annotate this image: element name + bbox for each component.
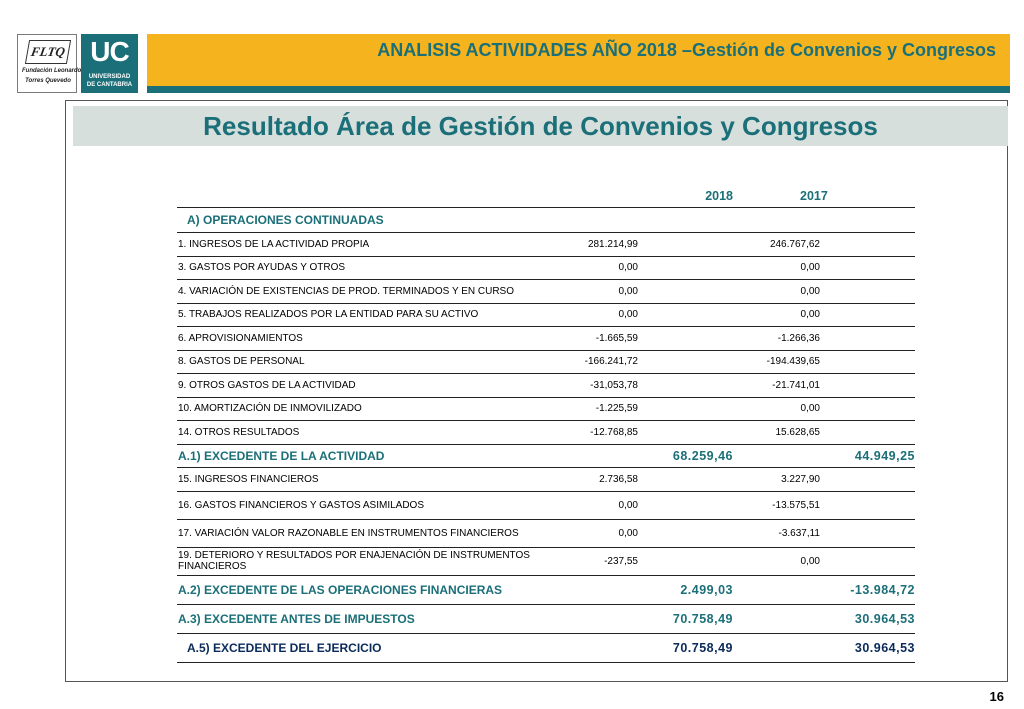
value-2018: -31,053,78 (580, 374, 638, 398)
table-row (177, 547, 915, 575)
table-row (177, 374, 915, 398)
value-2017: 0,00 (733, 256, 820, 280)
total-2018-cell (638, 519, 733, 547)
row-label: 5. TRABAJOS REALIZADOS POR LA ENTIDAD PARA SU ACTIVO (177, 303, 580, 327)
total-2018-cell (638, 350, 733, 374)
row-label: 17. VARIACIÓN VALOR RAZONABLE EN INSTRUMENTOS FINANCIEROS (177, 519, 580, 547)
table-row (177, 303, 915, 327)
value-2018: -12.768,85 (580, 421, 638, 445)
total-2018-cell (638, 233, 733, 257)
fltq-logo-mark: FLTQ (25, 40, 71, 64)
subtotal-2018: 70.758,49 (638, 604, 733, 633)
total-2017-cell (820, 547, 915, 575)
subtotal-2018: 68.259,46 (638, 444, 733, 468)
value-2017: 0,00 (733, 397, 820, 421)
subtotal-2017: 30.964,53 (820, 604, 915, 633)
row-label: 15. INGRESOS FINANCIEROS (177, 468, 580, 492)
value-2017-cell (733, 575, 820, 604)
value-2017: 0,00 (733, 280, 820, 304)
row-label: 14. OTROS RESULTADOS (177, 421, 580, 445)
total-2018-cell (638, 280, 733, 304)
value-2017: -194.439,65 (733, 350, 820, 374)
value-2018: 2.736,58 (580, 468, 638, 492)
results-table (177, 185, 915, 663)
total-2018-cell (638, 303, 733, 327)
value-2017: 246.767,62 (733, 233, 820, 257)
page-number: 16 (989, 689, 1004, 704)
value-2018: -1.665,59 (580, 327, 638, 351)
value-2018: 0,00 (580, 491, 638, 519)
section-label: A) OPERACIONES CONTINUADAS (177, 208, 915, 233)
value-2018-cell (580, 604, 638, 633)
value-2017: -13.575,51 (733, 491, 820, 519)
total-2018-cell (638, 491, 733, 519)
year-2017-header (800, 185, 915, 208)
total-2017-cell (820, 491, 915, 519)
value-2017: 3.227,90 (733, 468, 820, 492)
total-2017-cell (820, 374, 915, 398)
total-2017-cell (820, 421, 915, 445)
total-2017-cell (820, 519, 915, 547)
total-2018-cell (638, 397, 733, 421)
year-2018-header: 2018 (638, 185, 733, 208)
value-2017-cell (733, 604, 820, 633)
subtotal-2017: 44.949,25 (820, 444, 915, 468)
fltq-logo-line2: Torres Quevedo (25, 78, 71, 84)
fltq-logo (17, 34, 82, 93)
total-2018-cell (638, 327, 733, 351)
uc-logo-line1: UNIVERSIDAD (88, 74, 131, 80)
uc-logo-mark: UC (90, 36, 129, 67)
section-title: Resultado Área de Gestión de Convenios y Congresos (203, 111, 878, 141)
row-label: 3. GASTOS POR AYUDAS Y OTROS (177, 256, 580, 280)
uc-logo (81, 34, 138, 93)
page-header-title: ANALISIS ACTIVIDADES AÑO 2018 –Gestión de Convenios y Congresos (377, 40, 996, 60)
value-2017: -3.637,11 (733, 519, 820, 547)
year-2017-label: 2017 (800, 189, 828, 203)
total-2017-cell (820, 327, 915, 351)
total-2018-cell (638, 421, 733, 445)
table-row (177, 397, 915, 421)
subtotal-label: A.5) EXCEDENTE DEL EJERCICIO (177, 633, 580, 662)
section-title-bar (73, 106, 1008, 146)
row-label: 16. GASTOS FINANCIEROS Y GASTOS ASIMILADOS (177, 491, 580, 519)
uc-logo-line2: DE CANTABRIA (86, 82, 133, 88)
value-2017: -21.741,01 (733, 374, 820, 398)
subtotal-2017: 30.964,53 (820, 633, 915, 662)
total-2017-cell (820, 397, 915, 421)
value-2018: 0,00 (580, 280, 638, 304)
subtotal-row-a3 (177, 604, 915, 633)
total-2018-cell (638, 256, 733, 280)
total-2017-cell (820, 280, 915, 304)
value-2018: -1.225,59 (580, 397, 638, 421)
total-2017-cell (820, 468, 915, 492)
total-2017-cell (820, 350, 915, 374)
subtotal-label: A.1) EXCEDENTE DE LA ACTIVIDAD (177, 444, 580, 468)
row-label: 6. APROVISIONAMIENTOS (177, 327, 580, 351)
subtotal-2018: 70.758,49 (638, 633, 733, 662)
row-label: 1. INGRESOS DE LA ACTIVIDAD PROPIA (177, 233, 580, 257)
value-2017: 15.628,65 (733, 421, 820, 445)
table-row (177, 350, 915, 374)
value-2018: -237,55 (580, 547, 638, 575)
value-2018: 281.214,99 (580, 233, 638, 257)
value-2018: -166.241,72 (580, 350, 638, 374)
value-2018-cell (580, 633, 638, 662)
subtotal-2018: 2.499,03 (638, 575, 733, 604)
row-label: 8. GASTOS DE PERSONAL (177, 350, 580, 374)
value-2017-cell (733, 633, 820, 662)
table-row (177, 519, 915, 547)
table-row (177, 327, 915, 351)
row-label: 19. DETERIORO Y RESULTADOS POR ENAJENACIÓN DE INSTRUMENTOS FINANCIEROS (177, 547, 580, 575)
row-label: 4. VARIACIÓN DE EXISTENCIAS DE PROD. TERMINADOS Y EN CURSO (177, 280, 580, 304)
value-2017: 0,00 (733, 547, 820, 575)
value-2018: 0,00 (580, 303, 638, 327)
value-2018-cell (580, 575, 638, 604)
table-row (177, 233, 915, 257)
table-row (177, 421, 915, 445)
table-row (177, 280, 915, 304)
row-label: 10. AMORTIZACIÓN DE INMOVILIZADO (177, 397, 580, 421)
table-row (177, 491, 915, 519)
value-2017: 0,00 (733, 303, 820, 327)
value-2017: -1.266,36 (733, 327, 820, 351)
header-spacer (177, 185, 580, 208)
value-2018: 0,00 (580, 256, 638, 280)
total-2017-cell (820, 256, 915, 280)
table-row (177, 468, 915, 492)
subtotal-row-a5 (177, 633, 915, 662)
header-spacer (580, 185, 638, 208)
total-2018-cell (638, 374, 733, 398)
value-2017-cell (733, 444, 820, 468)
subtotal-label: A.2) EXCEDENTE DE LAS OPERACIONES FINANCIERAS (177, 575, 580, 604)
fltq-logo-line1: Fundación Leonardo (22, 68, 82, 74)
value-2018: 0,00 (580, 519, 638, 547)
subtotal-label: A.3) EXCEDENTE ANTES DE IMPUESTOS (177, 604, 580, 633)
subtotal-2017: -13.984,72 (820, 575, 915, 604)
value-2018-cell (580, 444, 638, 468)
subtotal-row-a2 (177, 575, 915, 604)
table-row (177, 256, 915, 280)
total-2018-cell (638, 547, 733, 575)
header-stripe (147, 86, 1010, 93)
table-header-row (177, 185, 915, 208)
total-2018-cell (638, 468, 733, 492)
total-2017-cell (820, 233, 915, 257)
total-2017-cell (820, 303, 915, 327)
subtotal-row-a1 (177, 444, 915, 468)
row-label: 9. OTROS GASTOS DE LA ACTIVIDAD (177, 374, 580, 398)
section-row (177, 208, 915, 233)
header-band (147, 34, 1010, 86)
